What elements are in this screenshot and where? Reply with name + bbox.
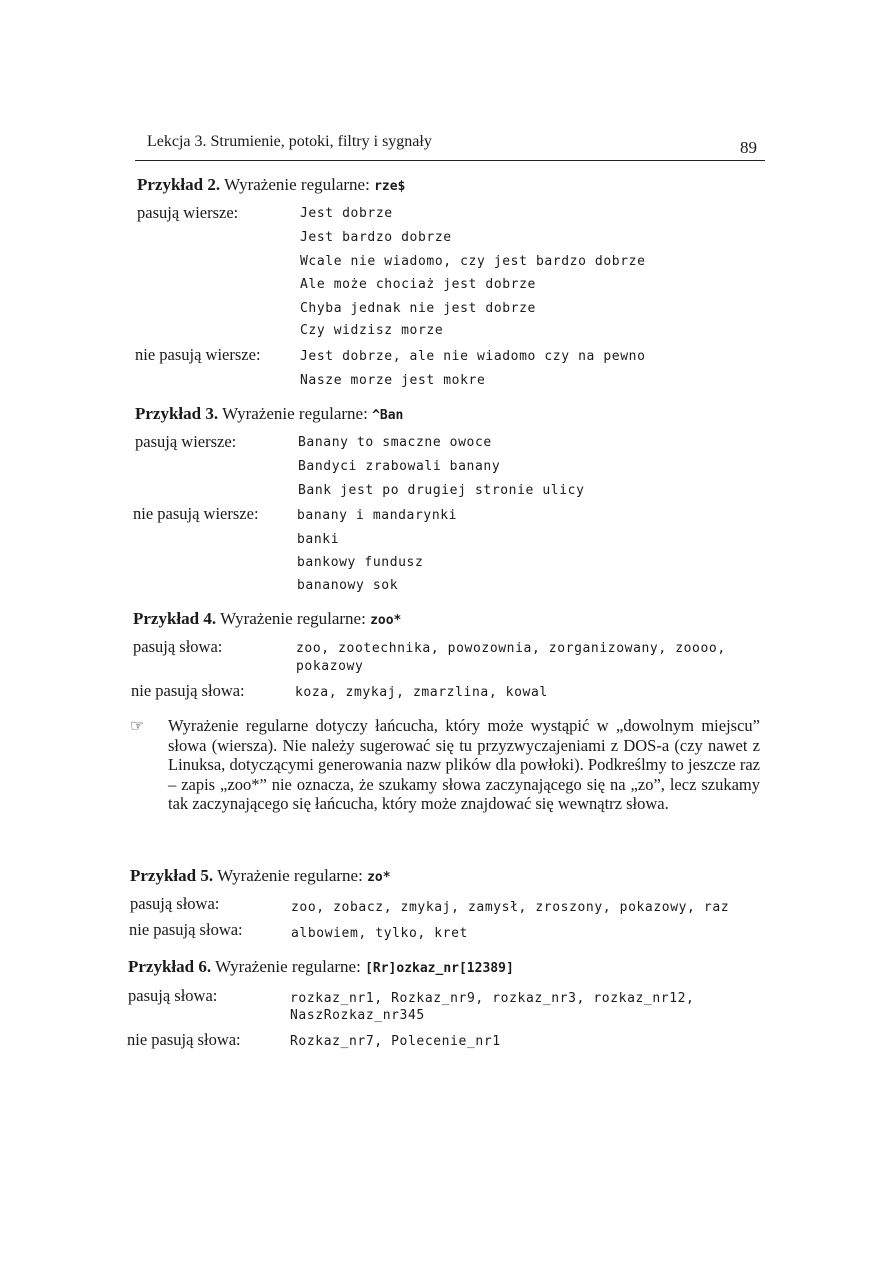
- example-6-heading: [128, 957, 514, 977]
- nomatch-line: albowiem, tylko, kret: [291, 926, 468, 941]
- example-heading-text: Wyrażenie regularne:: [224, 175, 370, 194]
- match-line: rozkaz_nr1, Rozkaz_nr9, rozkaz_nr3, rozkaz_nr12,: [290, 991, 695, 1006]
- regex-pattern: rze$: [374, 179, 406, 194]
- nomatch-label: nie pasują słowa:: [131, 681, 245, 700]
- match-line: Czy widzisz morze: [300, 323, 444, 338]
- pointing-hand-icon: ☞: [130, 718, 145, 735]
- page-header: [135, 133, 765, 161]
- nomatch-line: koza, zmykaj, zmarzlina, kowal: [295, 685, 548, 700]
- match-line: Bandyci zrabowali banany: [298, 459, 501, 474]
- example-heading-text: Wyrażenie regularne:: [222, 404, 368, 423]
- match-line: zoo, zootechnika, powozownia, zorganizowany, zoooo,: [296, 641, 726, 656]
- match-line: NaszRozkaz_nr345: [290, 1008, 425, 1023]
- match-line: zoo, zobacz, zmykaj, zamysł, zroszony, pokazowy, raz: [291, 900, 730, 915]
- nomatch-line: Nasze morze jest mokre: [300, 373, 486, 388]
- nomatch-label: nie pasują wiersze:: [133, 504, 259, 523]
- nomatch-line: banki: [297, 532, 340, 547]
- example-label: Przykład 3.: [135, 404, 219, 423]
- regex-pattern: zoo*: [370, 613, 402, 628]
- match-line: Ale może chociaż jest dobrze: [300, 277, 536, 292]
- nomatch-line: Jest dobrze, ale nie wiadomo czy na pewno: [300, 349, 646, 364]
- example-heading-text: Wyrażenie regularne:: [215, 957, 361, 976]
- match-line: Wcale nie wiadomo, czy jest bardzo dobrze: [300, 254, 646, 269]
- match-line: Banany to smaczne owoce: [298, 435, 492, 450]
- regex-pattern: ^Ban: [372, 408, 404, 423]
- nomatch-line: bankowy fundusz: [297, 555, 424, 570]
- match-line: Jest dobrze: [300, 206, 393, 221]
- nomatch-line: Rozkaz_nr7, Polecenie_nr1: [290, 1034, 501, 1049]
- example-heading-text: Wyrażenie regularne:: [220, 609, 366, 628]
- example-label: Przykład 5.: [130, 866, 214, 885]
- regex-pattern: [Rr]ozkaz_nr[12389]: [365, 961, 514, 976]
- match-label: pasują wiersze:: [135, 432, 237, 451]
- match-label: pasują wiersze:: [137, 203, 239, 222]
- nomatch-line: banany i mandarynki: [297, 508, 458, 523]
- example-heading-text: Wyrażenie regularne:: [217, 866, 363, 885]
- regex-pattern: zo*: [367, 870, 391, 885]
- match-label: pasują słowa:: [133, 637, 223, 656]
- match-label: pasują słowa:: [130, 894, 220, 913]
- match-line: Jest bardzo dobrze: [300, 230, 452, 245]
- example-label: Przykład 4.: [133, 609, 217, 628]
- example-3-heading: [135, 404, 403, 424]
- match-line: Chyba jednak nie jest dobrze: [300, 301, 536, 316]
- nomatch-label: nie pasują wiersze:: [135, 345, 261, 364]
- page-number: 89: [740, 138, 757, 157]
- example-2-heading: [137, 175, 405, 195]
- match-line: pokazowy: [296, 659, 364, 674]
- header-rule: [135, 160, 765, 161]
- example-label: Przykład 2.: [137, 175, 221, 194]
- match-label: pasują słowa:: [128, 986, 218, 1005]
- nomatch-label: nie pasują słowa:: [127, 1030, 241, 1049]
- match-line: Bank jest po drugiej stronie ulicy: [298, 483, 585, 498]
- header-title: Lekcja 3. Strumienie, potoki, filtry i sygnały: [147, 133, 432, 150]
- example-5-heading: [130, 866, 391, 886]
- nomatch-line: bananowy sok: [297, 578, 399, 593]
- example-4-heading: [133, 609, 401, 629]
- note-paragraph: Wyrażenie regularne dotyczy łańcucha, który może wystąpić w „dowolnym miejscu” słowa (wiersza). Nie należy sugerować się tu przyzwyczajeniami z DOS-a (czy nawet z Linuksa, dotyczącymi generowania nazw plików dla powłoki). Podkreślmy to jeszcze raz – zapis „zoo*” nie oznacza, że szukamy słowa zaczynającego się na „zo”, lecz szukamy tak zaczynającego się łańcucha, który może znajdować się wewnątrz słowa.: [168, 716, 760, 813]
- nomatch-label: nie pasują słowa:: [129, 920, 243, 939]
- example-label: Przykład 6.: [128, 957, 212, 976]
